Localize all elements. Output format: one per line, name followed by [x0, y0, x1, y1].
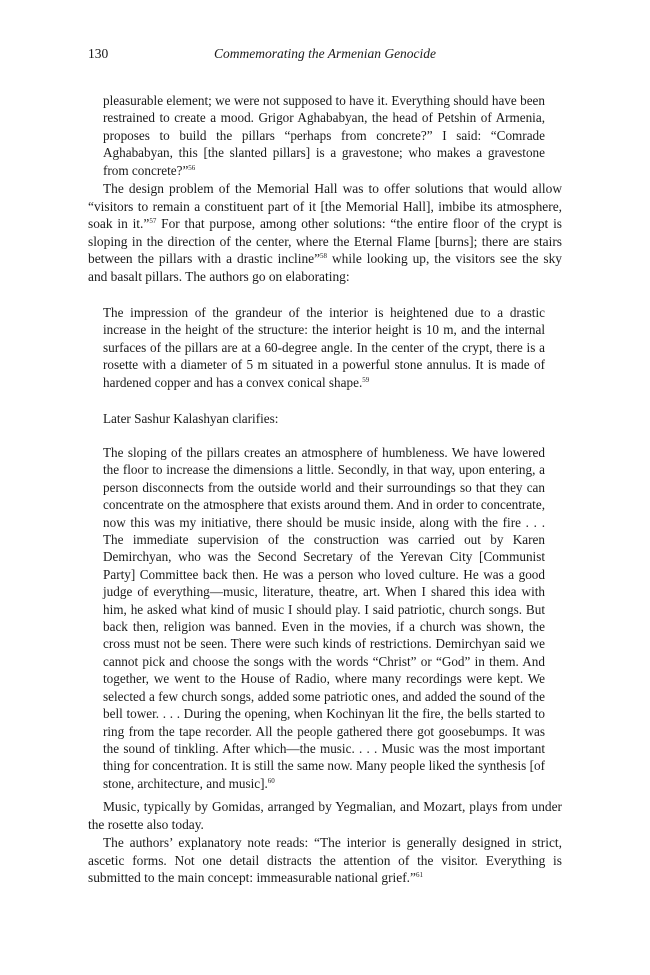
- body-paragraph-3: [88, 834, 562, 887]
- body-paragraph-1-text-b: For that purpose, among other solutions: “the entire floor of the crypt is sloping in the direction of the center, where the Eternal Flame [burns]; there are stairs between the pillars with a drastic incline”: [88, 216, 563, 267]
- body-paragraph-2-text: Music, typically by Gomidas, arranged by Yegmalian, and Mozart, plays from under the rosette also today.: [88, 799, 562, 832]
- block-quote-2: [103, 304, 545, 391]
- block-quote-2-text: The impression of the grandeur of the interior is heightened due to a drastic increase in the height of the structure: the interior height is 10 m, and the internal surfaces of the pillars are at a 60-degree angle. In the center of the crypt, there is a rosette with a diameter of 5 m situated in a powerful stone annulus. It is made of hardened copper and has a convex conical shape.: [103, 305, 545, 390]
- block-quote-1-text: pleasurable element; we were not supposed to have it. Everything should have been restrained to create a mood. Grigor Aghababyan, the head of Petshin of Armenia, proposes to build the pillars “perhaps from concrete?” I said: “Comrade Aghababyan, this [the slanted pillars] is a gravestone; who makes a gravestone from concrete?”: [103, 93, 545, 178]
- later-intro: [103, 410, 545, 427]
- block-quote-1: [103, 92, 545, 179]
- page-number: 130: [88, 46, 109, 61]
- later-intro-text: Later Sashur Kalashyan clarifies:: [103, 411, 279, 426]
- body-paragraph-1: [88, 180, 562, 286]
- body-paragraph-1-text-a: The design problem of the Memorial Hall was to offer solutions that would allow “visitors to remain a constituent part of it [the Memorial Hall], imbibe its atmosphere, soak in it.”: [88, 181, 562, 232]
- block-quote-3: [103, 444, 545, 792]
- body-paragraph-2: [88, 798, 562, 833]
- footnote-ref-56[interactable]: 56: [188, 163, 196, 172]
- body-paragraph-3-text: The authors’ explanatory note reads: “The interior is generally designed in strict, ascetic forms. Not one detail distracts the attention of the visitor. Everything is submitted to the main concept: immeasurable national grief.”: [88, 835, 562, 886]
- body-paragraph-1-text-c: while looking up, the visitors see the sky and basalt pillars. The authors go on elaborating:: [88, 251, 562, 284]
- block-quote-3-text: The sloping of the pillars creates an atmosphere of humbleness. We have lowered the floor to increase the dimensions a little. Secondly, in that way, upon entering, a person disconnects from the outside world and their surroundings so that they can concentrate on the atmosphere that exists around them. And in order to concentrate, now this was my initiative, there should be music inside, along with the fire . . . The immediate supervision of the construction was carried out by Karen Demirchyan, who was the Second Secretary of the Yerevan City [Communist Party] Committee back then. He was a person who loved culture. He was a good judge of everything—music, literature, theatre, art. When I shared this idea with him, he asked what kind of music I should play. I said patriotic, church songs. But back then, religion was banned. Even in the movies, if a church was shown, the cross must not be seen. There were such kinds of restrictions. Demirchyan said we cannot pick and choose the songs with the words “Christ” or “God” in them. And together, we went to the House of Radio, where many recordings were kept. We selected a few church songs, added some patriotic ones, and added the sound of the bell tower. . . . During the opening, when Kochinyan lit the fire, the bells started to ring from the tape recorder. All the people gathered there got goosebumps. It was the sound of tinkling. After which—the music. . . . Music was the most important thing for concentration. It is still the same now. Many people liked the synthesis [of stone, architecture, and music].: [103, 445, 545, 791]
- footnote-ref-57[interactable]: 57: [149, 217, 157, 226]
- footnote-ref-61[interactable]: 61: [415, 871, 423, 880]
- running-title: Commemorating the Armenian Genocide: [213, 46, 437, 61]
- footnote-ref-58[interactable]: 58: [320, 252, 328, 261]
- footnote-ref-60[interactable]: 60: [267, 776, 275, 785]
- footnote-ref-59[interactable]: 59: [362, 375, 370, 384]
